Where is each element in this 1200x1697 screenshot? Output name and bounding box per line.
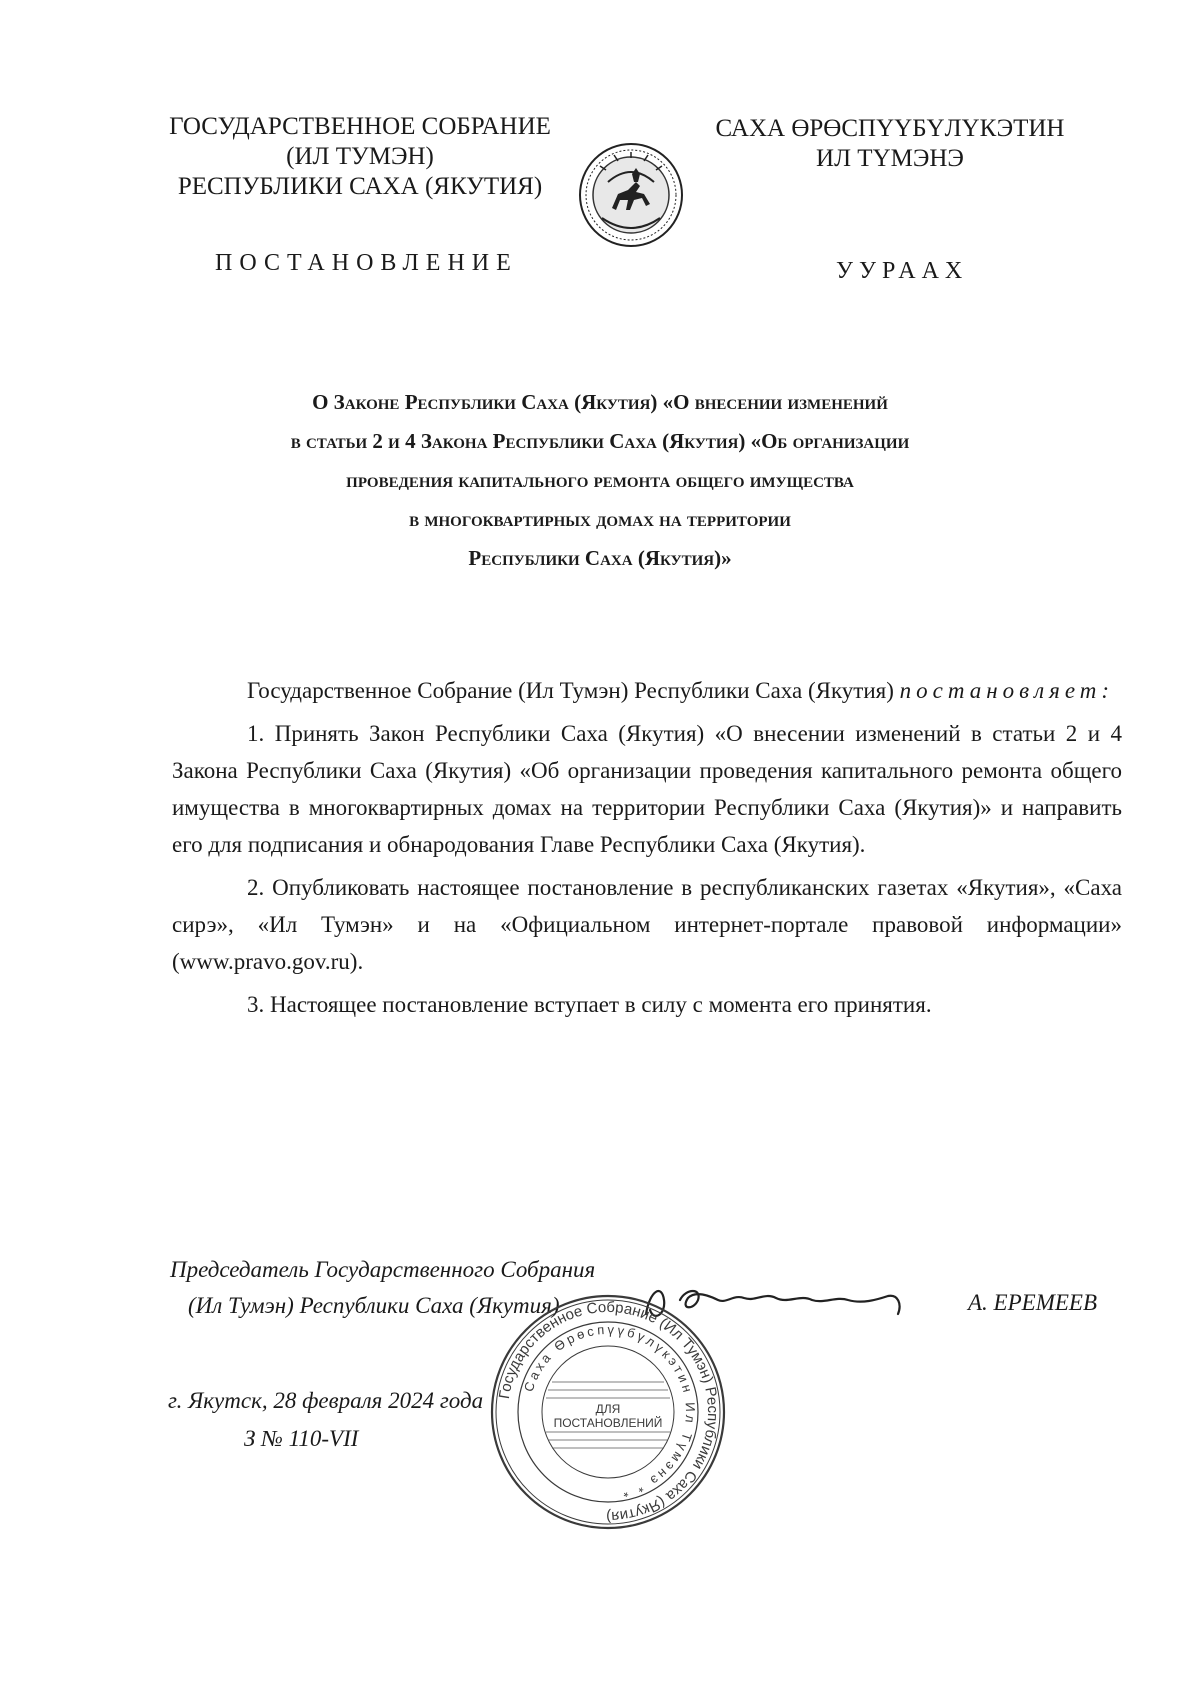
header-right-organization: [700, 114, 1080, 174]
intro-verb: постановляет:: [899, 678, 1115, 703]
document-title: [160, 383, 1040, 578]
sakha-coat-of-arms-icon: [578, 142, 684, 248]
item-paragraph: 2. Опубликовать настоящее постановление в республиканских газетах «Якутия», «Саха сирэ», «Ил Тумэн» и на «Официальном интернет-портале правовой информации» (www.pravo.gov.ru).: [172, 875, 1122, 974]
signatory-title-line2: (Ил Тумэн) Республики Саха (Якутия): [188, 1293, 560, 1318]
header-left-line: ГОСУДАРСТВЕННОЕ СОБРАНИЕ: [169, 113, 551, 140]
header-left-line: РЕСПУБЛИКИ САХА (ЯКУТИЯ): [177, 173, 543, 200]
document-number: З № 110-VII: [244, 1426, 359, 1451]
place-and-number: [168, 1382, 483, 1458]
intro-paragraph: [172, 672, 1122, 709]
stamp-center-line1: ДЛЯ: [595, 1402, 621, 1416]
header-right-line: ИЛ ТҮМЭНЭ: [816, 145, 964, 172]
stamp-center-line2: ПОСТАНОВЛЕНИЙ: [553, 1416, 663, 1430]
title-line: в статьи 2 и 4 Закона Республики Саха (Якутия) «Об организации: [290, 429, 910, 453]
stamp-outer-text: Государственное Собрание (Ил Тумэн) Республики Саха (Якутия): [495, 1298, 722, 1526]
header-right-line: САХА ӨРӨСПҮҮБҮЛҮКЭТИН: [715, 115, 1065, 142]
item-paragraph: 3. Настоящее постановление вступает в силу с момента его принятия.: [247, 992, 932, 1017]
title-line: О Законе Республики Саха (Якутия) «О внесении изменений: [312, 390, 888, 414]
signatory-title-line1: Председатель Государственного Собрания: [170, 1257, 596, 1282]
signatory-name: А. ЕРЕМЕЕВ: [968, 1290, 1098, 1315]
intro-text: Государственное Собрание (Ил Тумэн) Республики Саха (Якутия): [247, 678, 894, 703]
official-stamp: [488, 1292, 728, 1532]
header-left-organization: [140, 112, 580, 202]
title-line: Республики Саха (Якутия)»: [468, 546, 732, 570]
title-line: в многоквартирных домах на территории: [409, 507, 791, 531]
header-left-line: (ИЛ ТУМЭН): [286, 143, 434, 170]
item-paragraph: 1. Принять Закон Республики Саха (Якутия) «О внесении изменений в статьи 2 и 4 Закона Республики Саха (Якутия) «Об организации проведения капитального ремонта общего имущества в многоквартирных домах на территории Республики Саха (Якутия)» и направить его для подписания и обнародования Главе Республики Саха (Якутия).: [172, 721, 1122, 857]
stamp-inner-text: Саха Өрөспүүбүлүкэтин Ил Түмэнэ * *: [520, 1321, 699, 1502]
title-line: проведения капитального ремонта общего имущества: [346, 468, 854, 492]
document-body: [172, 672, 1122, 1023]
document-type-sakha: УУРААХ: [836, 258, 969, 284]
place-date: г. Якутск, 28 февраля 2024 года: [168, 1388, 484, 1413]
document-type-ru: ПОСТАНОВЛЕНИЕ: [215, 250, 518, 276]
